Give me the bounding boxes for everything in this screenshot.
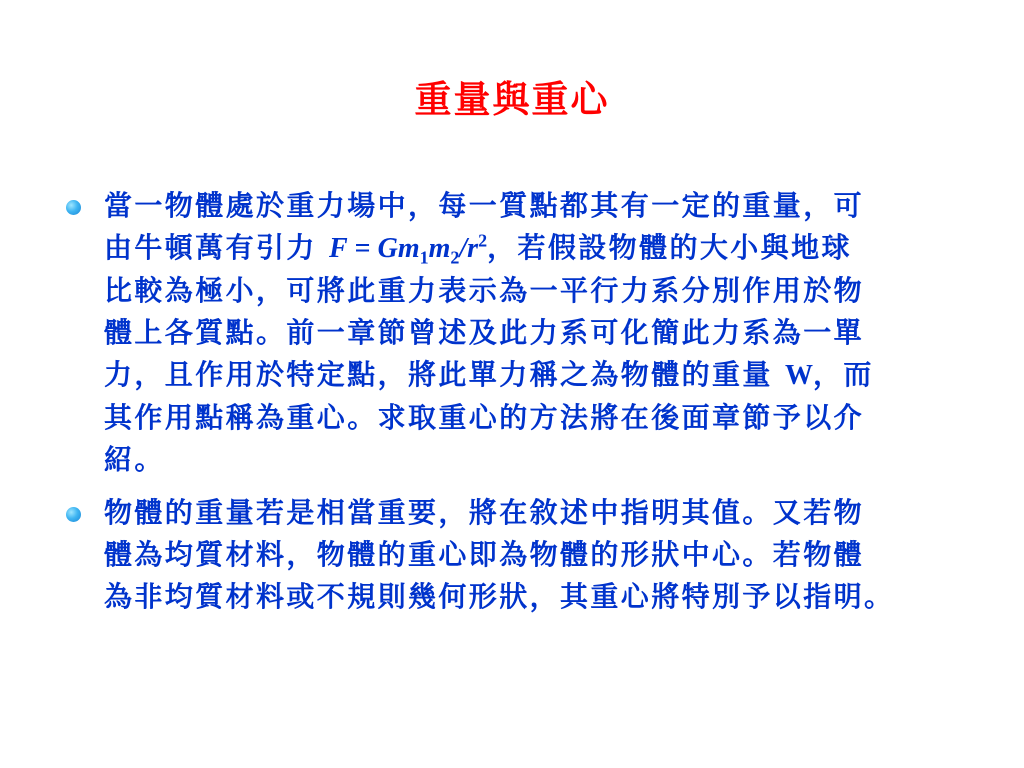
bullet-1-line-5-pre: 力，且作用於特定點，將此單力稱之為物體的重量: [104, 358, 785, 391]
formula-eq: =: [347, 233, 378, 264]
formula-G: Gm: [377, 233, 420, 264]
bullet-1-line-2-post: ，若假設物體的大小與地球: [487, 231, 852, 264]
bullet-1-line-3: 比較為極小，可將此重力表示為一平行力系分別作用於物: [104, 274, 865, 307]
bullet-1-line-5-post: ，而: [812, 358, 874, 391]
formula-m2: m: [428, 233, 451, 264]
bullet-list: [58, 185, 968, 629]
slide-title: 重量與重心: [414, 77, 610, 121]
bullet-1-line-1: 當一物體處於重力場中，每一質點都其有一定的重量，可: [104, 189, 865, 222]
formula-slash: /r: [459, 233, 479, 264]
bullet-1-line-2: [104, 227, 968, 270]
bullet-dot-icon: [66, 507, 81, 522]
bullet-1-line-7: 紹。: [104, 443, 165, 476]
bullet-1-line-4: 體上各質點。前一章節曾述及此力系可化簡此力系為一單: [104, 316, 865, 349]
weight-symbol: W: [784, 360, 813, 391]
gravitation-formula: [328, 230, 488, 268]
formula-sup: 2: [478, 230, 488, 251]
formula-F: F: [328, 233, 348, 264]
bullet-2-line-3: 為非均質材料或不規則幾何形狀，其重心將特別予以指明。: [104, 580, 895, 613]
bullet-2-line-2: 體為均質材料，物體的重心即為物體的形狀中心。若物體: [104, 538, 865, 571]
formula-sub1: 1: [419, 247, 429, 268]
bullet-item-1: [58, 185, 968, 481]
bullet-item-2: [58, 492, 968, 618]
bullet-dot-icon: [66, 200, 81, 215]
bullet-1-line-5: [104, 354, 968, 397]
bullet-1-line-6: 其作用點稱為重心。求取重心的方法將在後面章節予以介: [104, 401, 865, 434]
bullet-1-line-2-pre: 由牛頓萬有引力: [104, 231, 329, 264]
formula-sub2: 2: [450, 247, 460, 268]
bullet-2-line-1: 物體的重量若是相當重要，將在敘述中指明其值。又若物: [104, 496, 865, 529]
